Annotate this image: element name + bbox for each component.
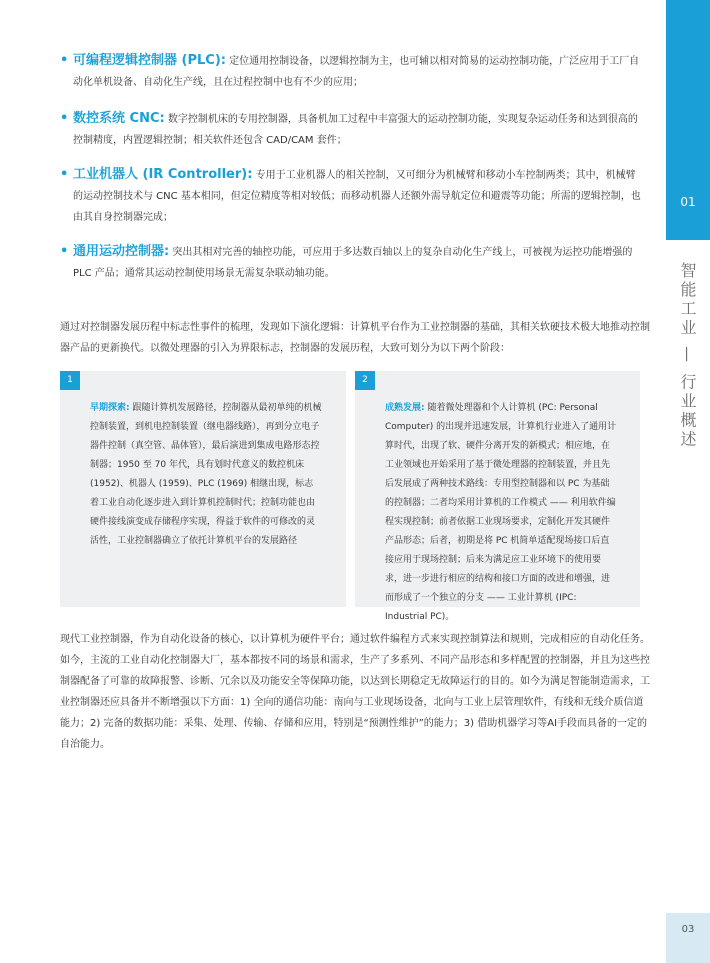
bullet-text: 突出其相对完善的轴控功能，可应用于多达数百轴以上的复杂自动化生产线上，可被视为运控功能增强的 PLC 产品；通常其运动控制使用场景无需复杂联动轴功能。 [73, 247, 633, 279]
stage-body: 跟随计算机发展路径，控制器从最初单纯的机械控制装置，到机电控制装置（继电器线路），再到分立电子器件控制（真空管、晶体管），最后演进到集成电路形态控制器；1950 至 70 年代，具有划时代意义的数控机床 (1952)、机器人 (1959)、PLC (1969) 相继出现，标志着工业自动化逐步进入到计算机控制时代；控制功能也由硬件接线演变成存储程序实现，得益于软件的可修改的灵活性，工业控制器确立了依托计算机平台的发展路径 [90, 403, 322, 546]
stage-lead: 成熟发展: [385, 403, 425, 413]
chapter-title: 智能工业 — 行业概述 [678, 262, 697, 450]
bullet-dot-icon: • [60, 167, 69, 182]
bullet-cnc [60, 108, 642, 151]
stage-box-mature [355, 371, 640, 622]
stage-number: 1 [60, 371, 80, 390]
intro-paragraph: 通过对控制器发展历程中标志性事件的梳理，发现如下演化逻辑：计算机平台作为工业控制器的基础，其相关软硬技术极大地推动控制器产品的更新换代。以微处理器的引入为界限标志，控制器的发展历程，大致可划分为以下两个阶段： [60, 322, 650, 354]
closing-paragraph: 现代工业控制器，作为自动化设备的核心，以计算机为硬件平台；通过软件编程方式来实现控制算法和规则，完成相应的自动化任务。如今，主流的工业自动化控制器大厂，基本都按不同的场景和需求，生产了多系列、不同产品形态和多样配置的控制器，并且为这些控制器配备了可靠的故障报警、诊断、冗余以及功能安全等保障功能，以达到长期稳定无故障运行的目的。如今为满足智能制造需求，工业控制器还应具备并不断增强以下方面：1) 全向的通信功能：南向与工业现场设备，北向与工业上层管理软件，有线和无线介质信道能力；2) 完备的数据功能：采集、处理、传输、存储和应用，特别是“预测性维护”的能力；3) 借助机器学习等AI手段而具备的一定的自治能力。 [60, 634, 650, 750]
bullet-term: 通用运动控制器: [73, 244, 170, 259]
bullet-dot-icon: • [60, 53, 69, 68]
bullet-motion [60, 241, 642, 284]
page-number-band [666, 913, 710, 963]
bullet-text: 专用于工业机器人的相关控制，又可细分为机械臂和移动小车控制两类；其中，机械臂的运动控制技术与 CNC 基本相同，但定位精度等相对较低；而移动机器人还额外需导航定位和避震等功能；所需的逻辑控制，也由其自身控制器完成； [73, 170, 641, 223]
chapter-number: 01 [680, 195, 696, 209]
bullet-robot [60, 164, 642, 228]
bullet-dot-icon: • [60, 244, 69, 259]
stage-text [90, 399, 322, 551]
bullet-term: 数控系统 CNC: [73, 111, 165, 126]
stage-box-early [60, 371, 346, 607]
page-number: 03 [681, 924, 695, 935]
bullet-plc [60, 50, 642, 93]
bullet-text: 定位通用控制设备，以逻辑控制为主，也可辅以相对简易的运动控制功能，广泛应用于工厂自动化单机设备、自动化生产线，且在过程控制中也有不少的应用； [73, 56, 640, 88]
bullet-text: 数字控制机床的专用控制器，具备机加工过程中丰富强大的运动控制功能，实现复杂运动任务和达到很高的控制精度，内置逻辑控制；相关软件还包含 CAD/CAM 套件； [73, 114, 638, 146]
stage-lead: 早期探索: [90, 403, 130, 413]
bullet-term: 工业机器人 (IR Controller): [73, 167, 253, 182]
stage-body: 随着微处理器和个人计算机 (PC: Personal Computer) 的出现并迅速发展，计算机行业进入了通用计算时代，出现了软、硬件分离开发的新模式；相应地，在工业领域也开始采用了基于微处理器的控制装置，并且先后发展成了两种技术路线：专用型控制器和以 PC 为基础的控制器；二者均采用计算机的工作模式 —— 利用软件编程实现控制；前者依据工业现场要求，定制化开发其硬件产品形态；后者，初期是将 PC 机简单适配现场接口后直接应用于现场控制；后来为满足应工业环境下的使用要求，进一步进行相应的结构和接口方面的改进和增强，进而形成了一个独立的分支 —— 工业计算机 (IPC: Industrial PC)。 [385, 403, 617, 622]
bullet-term: 可编程逻辑控制器 (PLC): [73, 53, 226, 68]
stage-number: 2 [355, 371, 375, 390]
stage-text [385, 399, 618, 627]
bullet-dot-icon: • [60, 111, 69, 126]
